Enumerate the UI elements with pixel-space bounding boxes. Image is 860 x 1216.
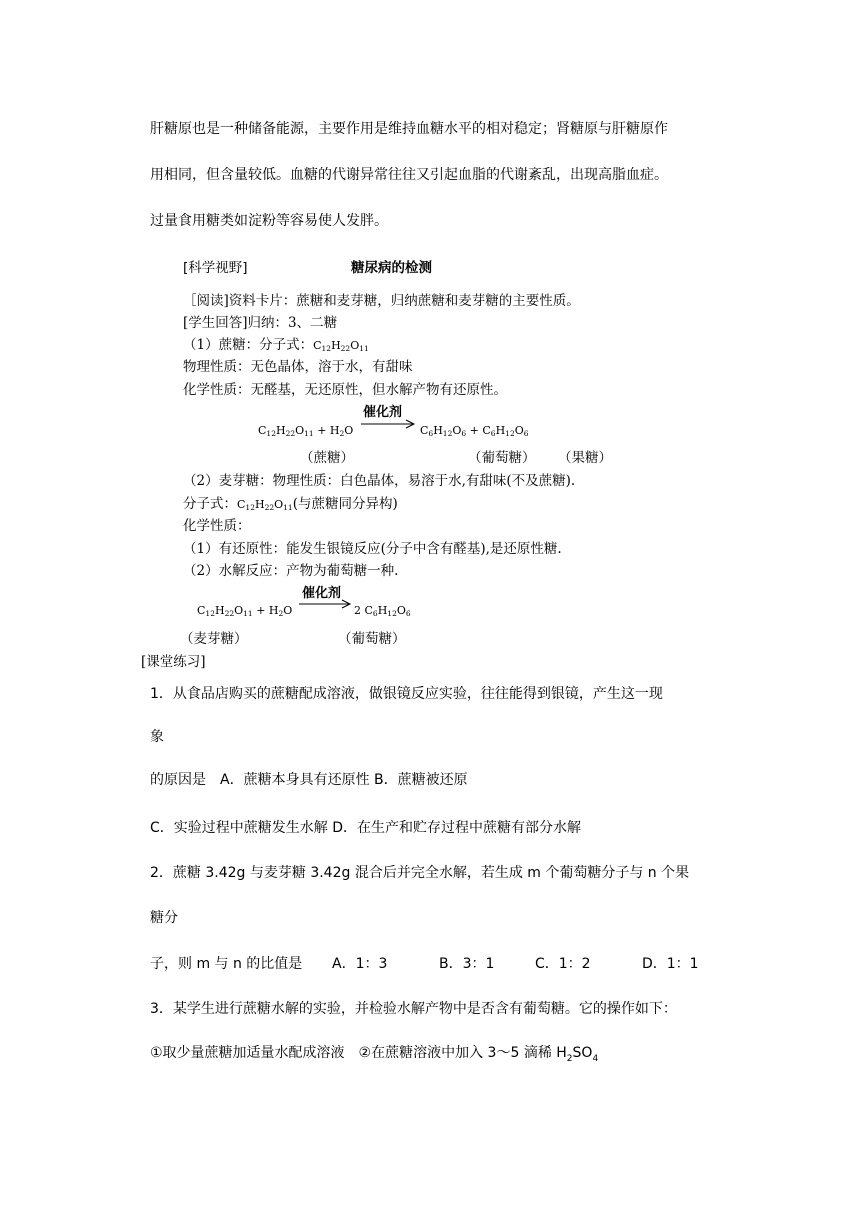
- sucrose-chemical: 化学性质：无醛基，无还原性，但水解产物有还原性。: [183, 382, 507, 398]
- q1-line-3: 的原因是 A．蔗糖本身具有还原性 B．蔗糖被还原: [150, 772, 468, 788]
- intro-line-3: 过量食用糖类如淀粉等容易使人发胖。: [150, 213, 388, 229]
- sucrose-physical: 物理性质：无色晶体，溶于水，有甜味: [183, 359, 413, 375]
- maltose-formula: $C_{12}H_{22}O_{11}$: [237, 498, 293, 512]
- sucrose-label: （1）蔗糖：分子式：: [183, 337, 314, 353]
- q2-option-d: D．1：1: [642, 956, 699, 972]
- eq2-name-maltose: （麦芽糖）: [180, 631, 248, 647]
- eq2-reactants: $C_{12}H_{22}O_{11} + H_2O$: [197, 604, 293, 618]
- exercise-heading: [课堂练习]: [141, 654, 206, 670]
- q1-line-2: 象: [150, 729, 164, 745]
- eq1-name-glucose: （葡萄糖）: [468, 450, 536, 466]
- reaction-arrow-icon: [360, 419, 416, 429]
- maltose-formula-line: 分子式：$C_{12}H_{22}O_{11}$(与蔗糖同分异构): [183, 496, 398, 512]
- eq1-name-sucrose: （蔗糖）: [300, 450, 354, 466]
- q1-line-4: C．实验过程中蔗糖发生水解 D．在生产和贮存过程中蔗糖有部分水解: [150, 820, 582, 836]
- q2-option-a: A．1：3: [332, 956, 388, 972]
- science-tag: [科学视野]: [183, 260, 248, 276]
- sucrose-formula-line: [183, 333, 369, 353]
- q2-stem: 子，则 m 与 n 的比值是: [150, 956, 303, 972]
- q2-line-1: 2．蔗糖 3.42g 与麦芽糖 3.42g 混合后并完全水解，若生成 m 个葡萄糖分子与 n 个果: [150, 865, 690, 881]
- eq1-products: $C_6H_{12}O_6 + C_6H_{12}O_6$: [420, 424, 529, 438]
- maltose-reducing: （1）有还原性：能发生银镜反应(分子中含有醛基),是还原性糖.: [183, 541, 562, 557]
- q1-line-1: 1．从食品店购买的蔗糖配成溶液，做银镜反应实验，往往能得到银镜，产生这一现: [150, 686, 663, 702]
- intro-line-1: 肝糖原也是一种储备能源，主要作用是维持血糖水平的相对稳定；肾糖原与肝糖原作: [150, 121, 668, 137]
- sucrose-formula: $C_{12}H_{22}O_{11}$: [313, 339, 369, 353]
- science-title: 糖尿病的检测: [351, 260, 432, 276]
- maltose-physical: （2）麦芽糖：物理性质：白色晶体，易溶于水,有甜味(不及蔗糖).: [183, 473, 576, 489]
- eq2-catalyst: 催化剂: [302, 586, 342, 601]
- reaction-arrow-icon: [298, 599, 352, 609]
- q2-option-b: B．3：1: [439, 956, 495, 972]
- intro-line-2: 用相同，但含量较低。血糖的代谢异常往往又引起血脂的代谢紊乱，出现高脂血症。: [150, 167, 668, 183]
- eq1-reactants: $C_{12}H_{22}O_{11} + H_2O$: [258, 424, 354, 438]
- q3-line-1: 3．某学生进行蔗糖水解的实验，并检验水解产物中是否含有葡萄糖。它的操作如下：: [150, 1001, 677, 1017]
- eq2-products: 2 $C_6H_{12}O_6$: [354, 604, 411, 618]
- maltose-chem-label: 化学性质：: [183, 518, 251, 534]
- q2-line-2: 糖分: [150, 910, 178, 926]
- reading-line-2: [学生回答]归纳：3、二糖: [183, 315, 338, 331]
- maltose-hydrolysis: （2）水解反应：产物为葡萄糖一种.: [183, 563, 399, 579]
- eq1-catalyst: 催化剂: [363, 405, 403, 420]
- q3-line-2: ①取少量蔗糖加适量水配成溶液 ②在蔗糖溶液中加入 3～5 滴稀 $H_2SO_4$: [150, 1045, 599, 1064]
- eq1-name-fructose: （果糖）: [558, 450, 612, 466]
- eq2-name-glucose: （葡萄糖）: [338, 631, 406, 647]
- reading-line-1: ［阅读]资料卡片：蔗糖和麦芽糖，归纳蔗糖和麦芽糖的主要性质。: [183, 293, 580, 309]
- q2-option-c: C．1：2: [535, 956, 591, 972]
